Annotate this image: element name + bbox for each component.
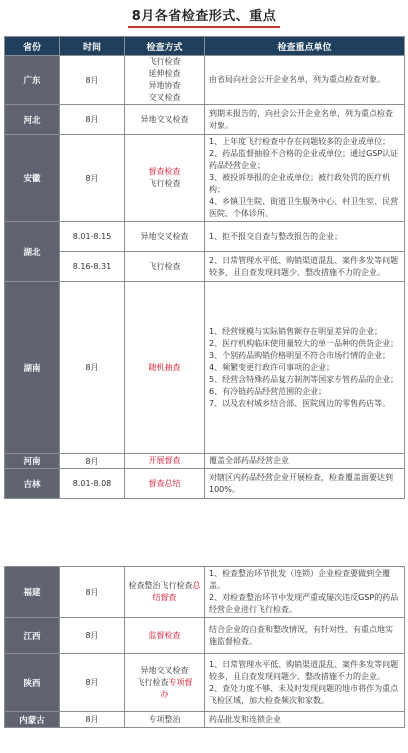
time-cell: 8.01-8.08 bbox=[60, 469, 125, 499]
province-cell: 吉林 bbox=[5, 469, 60, 499]
method-label: 延伸检查 bbox=[148, 69, 181, 78]
focus-text: 1、经营规模与实际销售额存在明显差异的企业； bbox=[209, 326, 383, 336]
method-cell bbox=[125, 454, 205, 469]
focus-text: 结合企业的自查和整改情况，有针对性、有重点地实施监督检查。 bbox=[209, 624, 393, 646]
time-cell: 8月 bbox=[60, 135, 125, 222]
focus-cell bbox=[205, 56, 405, 105]
table-row bbox=[5, 567, 405, 618]
method-label: 专项督 bbox=[168, 677, 193, 687]
focus-text: 2、药品监督抽验不合格的企业或单位；通过GSP认证药品经营企业； bbox=[209, 149, 399, 170]
header-method: 检查方式 bbox=[125, 37, 205, 56]
focus-text: 1、上年度飞行检查中存在问题较多的企业或单位； bbox=[209, 137, 391, 146]
time-cell: 8月 bbox=[60, 618, 125, 654]
focus-text: 1、检查整治环节批发（连锁）企业检查要做到全覆盖。 bbox=[209, 569, 391, 590]
method-cell bbox=[125, 567, 205, 618]
table-row bbox=[5, 252, 405, 282]
method-cell bbox=[125, 222, 205, 252]
province-cell: 内蒙古 bbox=[5, 712, 60, 728]
method-cell bbox=[125, 712, 205, 728]
table-row bbox=[5, 282, 405, 454]
method-cell bbox=[125, 654, 205, 712]
method-label: 飞行检查 bbox=[148, 261, 181, 271]
focus-text: 2、对检查整治环节中发现严重或屡次违反GSP的药品经营企业进行飞行检查。 bbox=[209, 593, 399, 614]
focus-text: 3、个别药品购销价格明显不符合市场行情的企业； bbox=[209, 350, 391, 360]
method-label: 督查检查 bbox=[148, 167, 181, 176]
time-cell: 8月 bbox=[60, 282, 125, 454]
method-label: 异地交叉检查 bbox=[140, 665, 189, 675]
table-row bbox=[5, 222, 405, 252]
table-row bbox=[5, 135, 405, 222]
method-cell bbox=[125, 469, 205, 499]
focus-cell bbox=[205, 135, 405, 222]
focus-cell bbox=[205, 454, 405, 469]
time-cell: 8.01-8.15 bbox=[60, 222, 125, 252]
province-cell: 湖南 bbox=[5, 282, 60, 454]
province-cell: 安徽 bbox=[5, 135, 60, 222]
focus-text: 2、查处力度不够、未及时发现问题的地市将作为重点飞检区域，加大检查频次和家数。 bbox=[209, 683, 399, 705]
method-cell bbox=[125, 252, 205, 282]
method-label: 办 bbox=[160, 689, 169, 699]
method-cell bbox=[125, 56, 205, 105]
focus-cell bbox=[205, 469, 405, 499]
focus-text: 到期未报告的，向社会公开企业名单，列为重点检查对象。 bbox=[209, 108, 393, 130]
table-row bbox=[5, 454, 405, 469]
province-cell: 江西 bbox=[5, 618, 60, 654]
province-cell: 河北 bbox=[5, 105, 60, 135]
focus-text: 4、频繁变更行政许可事项的企业； bbox=[209, 362, 335, 372]
time-cell: 8月 bbox=[60, 654, 125, 712]
focus-cell bbox=[205, 567, 405, 618]
method-cell bbox=[125, 135, 205, 222]
method-label: 检查整治飞行检 bbox=[128, 581, 185, 590]
title-area bbox=[0, 0, 408, 30]
table-row bbox=[5, 469, 405, 499]
focus-cell bbox=[205, 654, 405, 712]
focus-cell bbox=[205, 712, 405, 728]
method-label: 随机抽查 bbox=[148, 362, 181, 372]
method-label: 异地交叉检查 bbox=[140, 231, 189, 241]
inspection-table-2 bbox=[4, 566, 405, 728]
method-label: 监督检查 bbox=[148, 630, 181, 640]
focus-text: 覆盖全部药品经营企业 bbox=[209, 456, 289, 465]
table-row bbox=[5, 618, 405, 654]
focus-cell bbox=[205, 252, 405, 282]
province-cell: 陕西 bbox=[5, 654, 60, 712]
focus-cell bbox=[205, 105, 405, 135]
method-cell bbox=[125, 282, 205, 454]
time-cell: 8月 bbox=[60, 105, 125, 135]
method-cell bbox=[125, 618, 205, 654]
focus-text: 7、以及农村城乡结合部、医院周边的零售药店等。 bbox=[209, 398, 391, 408]
method-cell bbox=[125, 105, 205, 135]
focus-text: 2、医疗机构临床使用量较大的单一品种的供货企业； bbox=[209, 338, 399, 348]
focus-text: 药品批发和连锁企业 bbox=[209, 714, 281, 724]
province-cell: 河南 bbox=[5, 454, 60, 469]
focus-text: 对辖区内药品经营企业开展检查，检查覆盖面要达到100%。 bbox=[209, 472, 393, 494]
inspection-table-1 bbox=[4, 36, 405, 499]
method-label: 查 bbox=[184, 581, 193, 590]
focus-cell bbox=[205, 222, 405, 252]
method-label: 飞行检查 bbox=[148, 179, 181, 188]
table-row bbox=[5, 712, 405, 728]
method-label: 督查总结 bbox=[148, 478, 181, 488]
header-province: 省份 bbox=[5, 37, 60, 56]
table-row bbox=[5, 105, 405, 135]
focus-text: 2、日常管理水平低、购销渠道混乱、案件多发等问题较多，且自查发现问题少、整改措施不力的企业。 bbox=[209, 255, 399, 277]
focus-text: 5、经营含特殊药品复方制剂等国家专管药品的企业； bbox=[209, 374, 399, 384]
method-label: 专项整治 bbox=[148, 714, 181, 724]
method-label: 总结督查 bbox=[152, 581, 201, 602]
header-time: 时间 bbox=[60, 37, 125, 56]
focus-cell bbox=[205, 282, 405, 454]
time-cell: 8月 bbox=[60, 454, 125, 469]
province-cell: 广东 bbox=[5, 56, 60, 105]
province-cell: 湖北 bbox=[5, 222, 60, 282]
focus-text: 3、被投诉举报的企业或单位；被行政处罚的医疗机构； bbox=[209, 173, 391, 194]
focus-text: 4、乡镇卫生院、街道卫生服务中心、村卫生室、民营医院、个体诊所。 bbox=[209, 197, 399, 218]
method-label: 异地交叉检查 bbox=[140, 114, 189, 124]
time-cell: 8月 bbox=[60, 712, 125, 728]
method-label: 开展督查 bbox=[148, 456, 181, 465]
province-cell: 福建 bbox=[5, 567, 60, 618]
table-header-row bbox=[5, 37, 405, 56]
method-label: 异地协查 bbox=[148, 81, 181, 90]
method-label: 飞行检查 bbox=[148, 57, 181, 66]
focus-text: 1、日常管理水平低、购销渠道混乱、案件多发等问题较多，且自查发现问题少、整改措施不力的企业。 bbox=[209, 659, 399, 681]
table-row bbox=[5, 56, 405, 105]
focus-text: 1、拒不报交自查与整改报告的企业； bbox=[209, 231, 343, 241]
method-label: 交叉检查 bbox=[148, 93, 181, 102]
focus-cell bbox=[205, 618, 405, 654]
focus-text: 由省局向社会公开企业名单，列为重点检查对象。 bbox=[209, 75, 385, 84]
header-focus: 检查重点单位 bbox=[205, 37, 405, 56]
page-title: 8月各省检查形式、重点 bbox=[128, 5, 281, 28]
time-cell: 8月 bbox=[60, 56, 125, 105]
time-cell: 8.16-8.31 bbox=[60, 252, 125, 282]
table-row bbox=[5, 654, 405, 712]
time-cell: 8月 bbox=[60, 567, 125, 618]
focus-text: 6、有冷链药品经营范围的企业； bbox=[209, 386, 327, 396]
method-label: 飞行检查 bbox=[136, 677, 169, 687]
